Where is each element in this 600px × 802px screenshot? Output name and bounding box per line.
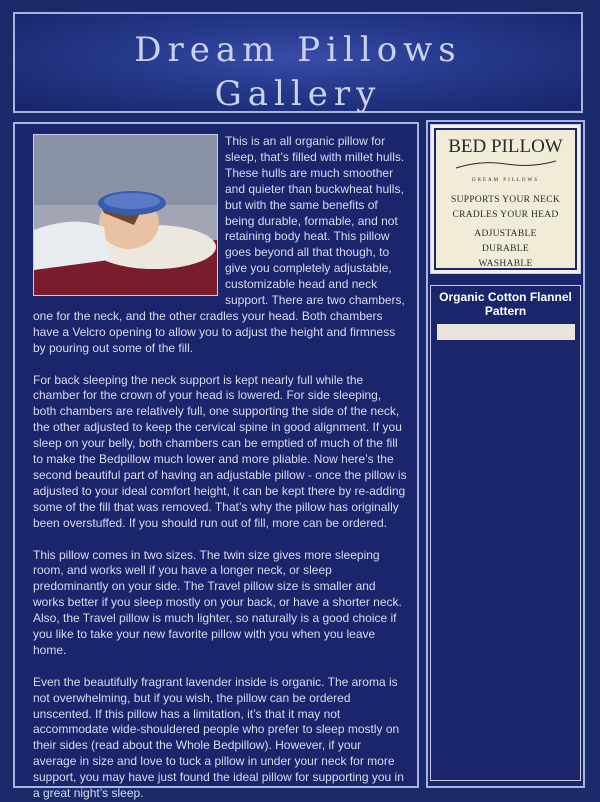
paragraph-lavender: Even the beautifully fragrant lavender inside is organic. The aroma is not overwhelming, but if you wish, the pillow can be ordered unscented. If this pillow has a limitation, it’s that it may not accommodate wide-shouldered people who prefer to sleep mostly on their sides (read about the Whole Bedpillow). However, if your average in size and love to tuck a pillow in under your neck for more support, you may have just found the ideal pillow for supporting you in a great night’s sleep.	[33, 674, 404, 801]
label-tagline: DREAM PILLOWS	[472, 178, 539, 183]
site-header	[13, 12, 583, 113]
flannel-pattern-heading: Organic Cotton Flannel Pattern	[439, 290, 572, 318]
paragraph-sizes: This pillow comes in two sizes. The twin size gives more sleeping room, and works well if you have a longer neck, or sleep predominantly on your side. The Travel pillow size is smaller and works better if you sleep mostly on your back, or have a shorter neck. Also, the Travel pillow is much lighter, so naturally is a good choice if you like to take your new favorite pillow with you when you leave home.	[33, 547, 402, 657]
main-content-panel	[13, 122, 419, 801]
product-photo	[33, 134, 218, 296]
product-description	[15, 124, 417, 802]
paragraph-intro: This is an all organic pillow for sleep, that’s filled with millet hulls. These hulls are much smoother and quieter than buckwheat hulls, but with the same benefits of being durable, formable, and not retaining body heat. This pillow goes beyond all that though, to give you completely adjustable, customizable head and neck support. There are two chambers, one for the neck, and the other cradles your head. Both chambers have a Velcro opening to allow you to adjust the height and firmness by pouring out some of the fill.	[33, 134, 405, 355]
paragraph-sleeping-positions: For back sleeping the neck support is kept nearly full while the chamber for the crown of your head is lowered. For side sleeping, both chambers are relatively full, one supporting the side of the neck, the other adjusted to keep the cervical spine in good alignment. If you sleep on your belly, both chambers can be emptied of much of the fill to make the Bedpillow much lower and more pliable. Now here’s the second beautiful part of having an adjustable pillow - once the pillow is adjusted to your ideal comfort height, it can be kept there by re-adding some of the fill that was removed. That’s why the pillow has originally been overstuffed. If you should run out of fill, more can be ordered.	[33, 372, 407, 530]
site-title-line2: Gallery	[214, 74, 382, 114]
label-line-adjustable: ADJUSTABLE	[474, 229, 537, 239]
sleeping-woman-image	[34, 135, 217, 295]
flannel-pattern-panel	[430, 285, 581, 781]
label-line-washable: WASHABLE	[478, 259, 533, 269]
label-line-neck: SUPPORTS YOUR NECK	[451, 195, 560, 205]
pillow-outline-icon	[451, 158, 561, 172]
sidebar	[426, 120, 585, 788]
site-title-line1: Dream Pillows	[134, 30, 462, 70]
label-line-head: CRADLES YOUR HEAD	[452, 210, 559, 220]
bed-pillow-label[interactable]	[430, 124, 581, 274]
label-title: BED PILLOW	[448, 136, 563, 157]
label-card	[434, 128, 577, 270]
label-line-durable: DURABLE	[482, 244, 529, 254]
flannel-swatch-image[interactable]	[437, 324, 575, 340]
